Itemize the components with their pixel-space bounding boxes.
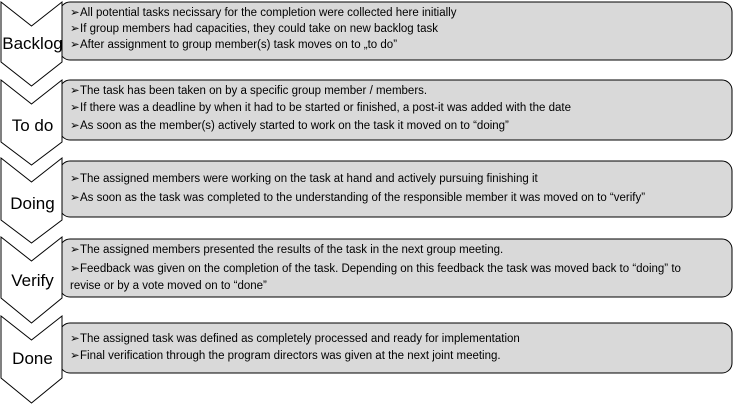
bullet-arrow-icon: ➢ — [70, 39, 80, 51]
bullet-arrow-icon: ➢ — [70, 7, 80, 19]
bullet-text: The assigned task was defined as completely processed and ready for implementation — [80, 333, 520, 345]
bullet-text: Final verification through the program directors was given at the next joint meeting. — [80, 350, 501, 362]
bullet-text: Feedback was given on the completion of the task. Depending on this feedback the task was moved back to “doing” to — [80, 263, 681, 275]
stage-description-box — [60, 323, 732, 373]
bullet-arrow-icon: ➢ — [70, 244, 80, 256]
stage-label: Verify — [11, 271, 54, 290]
stage-doing — [1, 158, 732, 243]
stage-verify — [1, 237, 732, 323]
bullet-arrow-icon: ➢ — [70, 102, 80, 114]
bullet-arrow-icon: ➢ — [70, 173, 80, 185]
bullet-arrow-icon: ➢ — [70, 350, 80, 362]
bullet-arrow-icon: ➢ — [70, 333, 80, 345]
bullet-text: As soon as the task was completed to the understanding of the responsible member it was moved on to “verify” — [80, 192, 646, 204]
bullet-text: The assigned members presented the results of the task in the next group meeting. — [80, 244, 504, 256]
bullet-arrow-icon: ➢ — [70, 85, 80, 97]
stage-label: Done — [12, 349, 53, 368]
bullet-text: The task has been taken on by a specific group member / members. — [80, 85, 428, 97]
bullet-text: If there was a deadline by when it had to be started or finished, a post-it was added with the date — [80, 102, 571, 114]
stage-done — [1, 316, 732, 403]
bullet-text: After assignment to group member(s) task moves on to „to do” — [80, 39, 398, 51]
stage-backlog — [1, 2, 732, 86]
bullet-text: If group members had capacities, they could take on new backlog task — [80, 23, 438, 35]
bullet-arrow-icon: ➢ — [70, 23, 80, 35]
bullet-text: The assigned members were working on the task at hand and actively pursuing finishing it — [80, 173, 538, 185]
stage-description-box — [60, 161, 732, 217]
stage-label: Doing — [10, 194, 55, 213]
bullet-arrow-icon: ➢ — [70, 120, 80, 132]
bullet-arrow-icon: ➢ — [70, 263, 80, 275]
bullet-text: All potential tasks necissary for the completion were collected here initially — [80, 7, 457, 19]
bullet-arrow-icon: ➢ — [70, 192, 80, 204]
stage-to-do — [1, 80, 732, 165]
bullet-text: revise or by a vote moved on to “done” — [70, 280, 267, 292]
stage-label: To do — [11, 116, 54, 135]
bullet-text: As soon as the member(s) actively started to work on the task it moved on to “doing” — [80, 120, 509, 132]
stage-label: Backlog — [2, 34, 63, 53]
